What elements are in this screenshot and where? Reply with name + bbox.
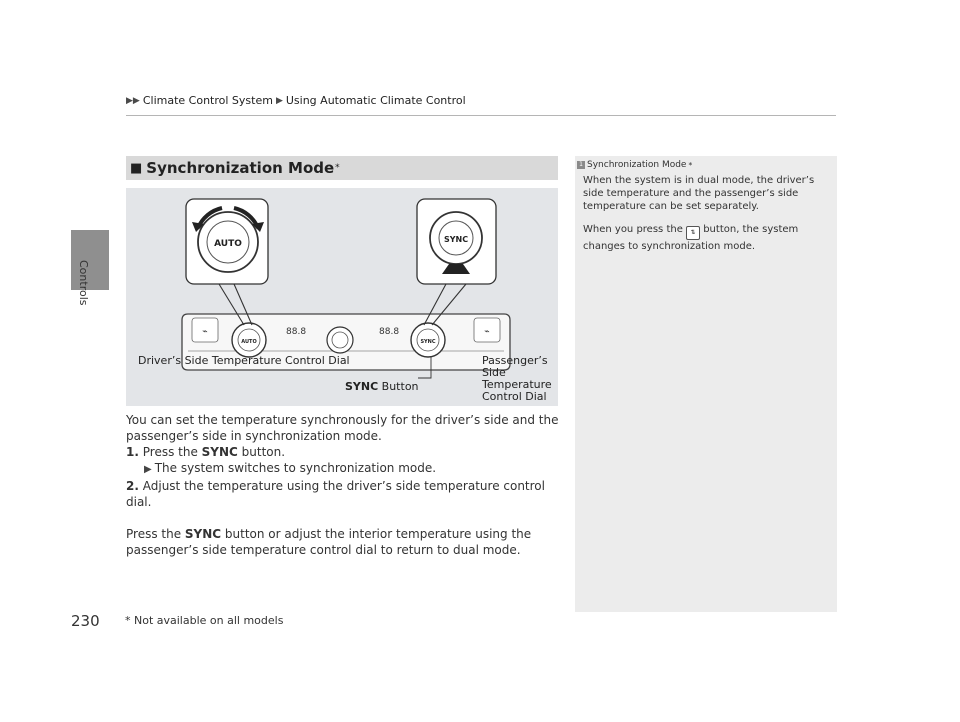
breadcrumb-item[interactable]: Climate Control System <box>142 94 273 107</box>
sync-button-icon: ⇅ <box>686 226 700 240</box>
note-para2-post: button, the system changes to synchronization mode. <box>583 224 799 252</box>
sidebar-note-body <box>583 174 829 263</box>
asterisk-mark: * <box>335 163 340 173</box>
section-title: Synchronization Mode <box>146 159 335 177</box>
step-1-pre: Press the <box>142 445 202 459</box>
closing-pre: Press the <box>126 527 185 541</box>
step-2-text: Adjust the temperature using the driver’s side temperature control dial. <box>126 479 545 509</box>
note-paragraph-2 <box>583 223 829 253</box>
step-1-number: 1. <box>126 445 139 459</box>
note-para2-pre: When you press the <box>583 224 687 235</box>
svg-text:⌁: ⌁ <box>484 327 490 337</box>
closing-paragraph <box>126 526 562 558</box>
note-icon: 1 <box>577 161 585 169</box>
closing-post: button or adjust the interior temperature using the passenger’s side temperature control dial to return to dual mode. <box>126 527 532 557</box>
dial-right-text: SYNC <box>443 235 469 244</box>
svg-text:AUTO: AUTO <box>241 339 257 345</box>
svg-text:88.8: 88.8 <box>286 327 307 337</box>
step-1-result-text: The system switches to synchronization mode. <box>154 461 437 475</box>
step-1-post: button. <box>237 445 286 459</box>
step-1-bold: SYNC <box>201 445 238 459</box>
section-marker: ■ <box>130 160 143 176</box>
breadcrumb-item[interactable]: Using Automatic Climate Control <box>285 94 466 107</box>
svg-text:SYNC: SYNC <box>420 339 436 345</box>
breadcrumb <box>126 94 466 107</box>
sidebar-note-title <box>577 160 692 170</box>
svg-text:88.8: 88.8 <box>379 327 400 337</box>
climate-panel-figure <box>126 188 558 406</box>
page-number: 230 <box>71 612 100 630</box>
double-arrow-icon: ▶▶ <box>126 95 140 106</box>
header-divider <box>126 115 836 116</box>
sync-rest: Button <box>378 380 419 393</box>
note-title-text: Synchronization Mode <box>587 160 687 170</box>
driver-dial-label: Driver’s Side Temperature Control Dial <box>138 354 350 367</box>
sync-bold: SYNC <box>345 380 379 393</box>
step-1 <box>126 444 562 460</box>
note-paragraph-1: When the system is in dual mode, the driver’s side temperature and the passenger’s side temperature can be set separately. <box>583 175 815 212</box>
step-1-result <box>126 460 562 478</box>
arrow-icon: ▶ <box>144 464 152 475</box>
note-asterisk: * <box>688 160 693 170</box>
section-heading <box>126 156 558 180</box>
svg-text:⌁: ⌁ <box>202 327 208 337</box>
dial-left-text: AUTO <box>214 239 242 249</box>
closing-bold: SYNC <box>184 527 222 541</box>
main-body <box>126 412 562 558</box>
step-2 <box>126 478 562 510</box>
chapter-label: Controls <box>77 260 90 306</box>
intro-paragraph: You can set the temperature synchronously for the driver’s side and the passenger’s side in synchronization mode. <box>126 413 559 443</box>
footnote: * Not available on all models <box>125 614 284 627</box>
step-2-number: 2. <box>126 479 139 493</box>
arrow-icon: ▶ <box>275 95 283 106</box>
passenger-dial-label: Passenger’s Side Temperature Control Dial <box>482 354 552 403</box>
sync-button-label <box>345 381 419 393</box>
